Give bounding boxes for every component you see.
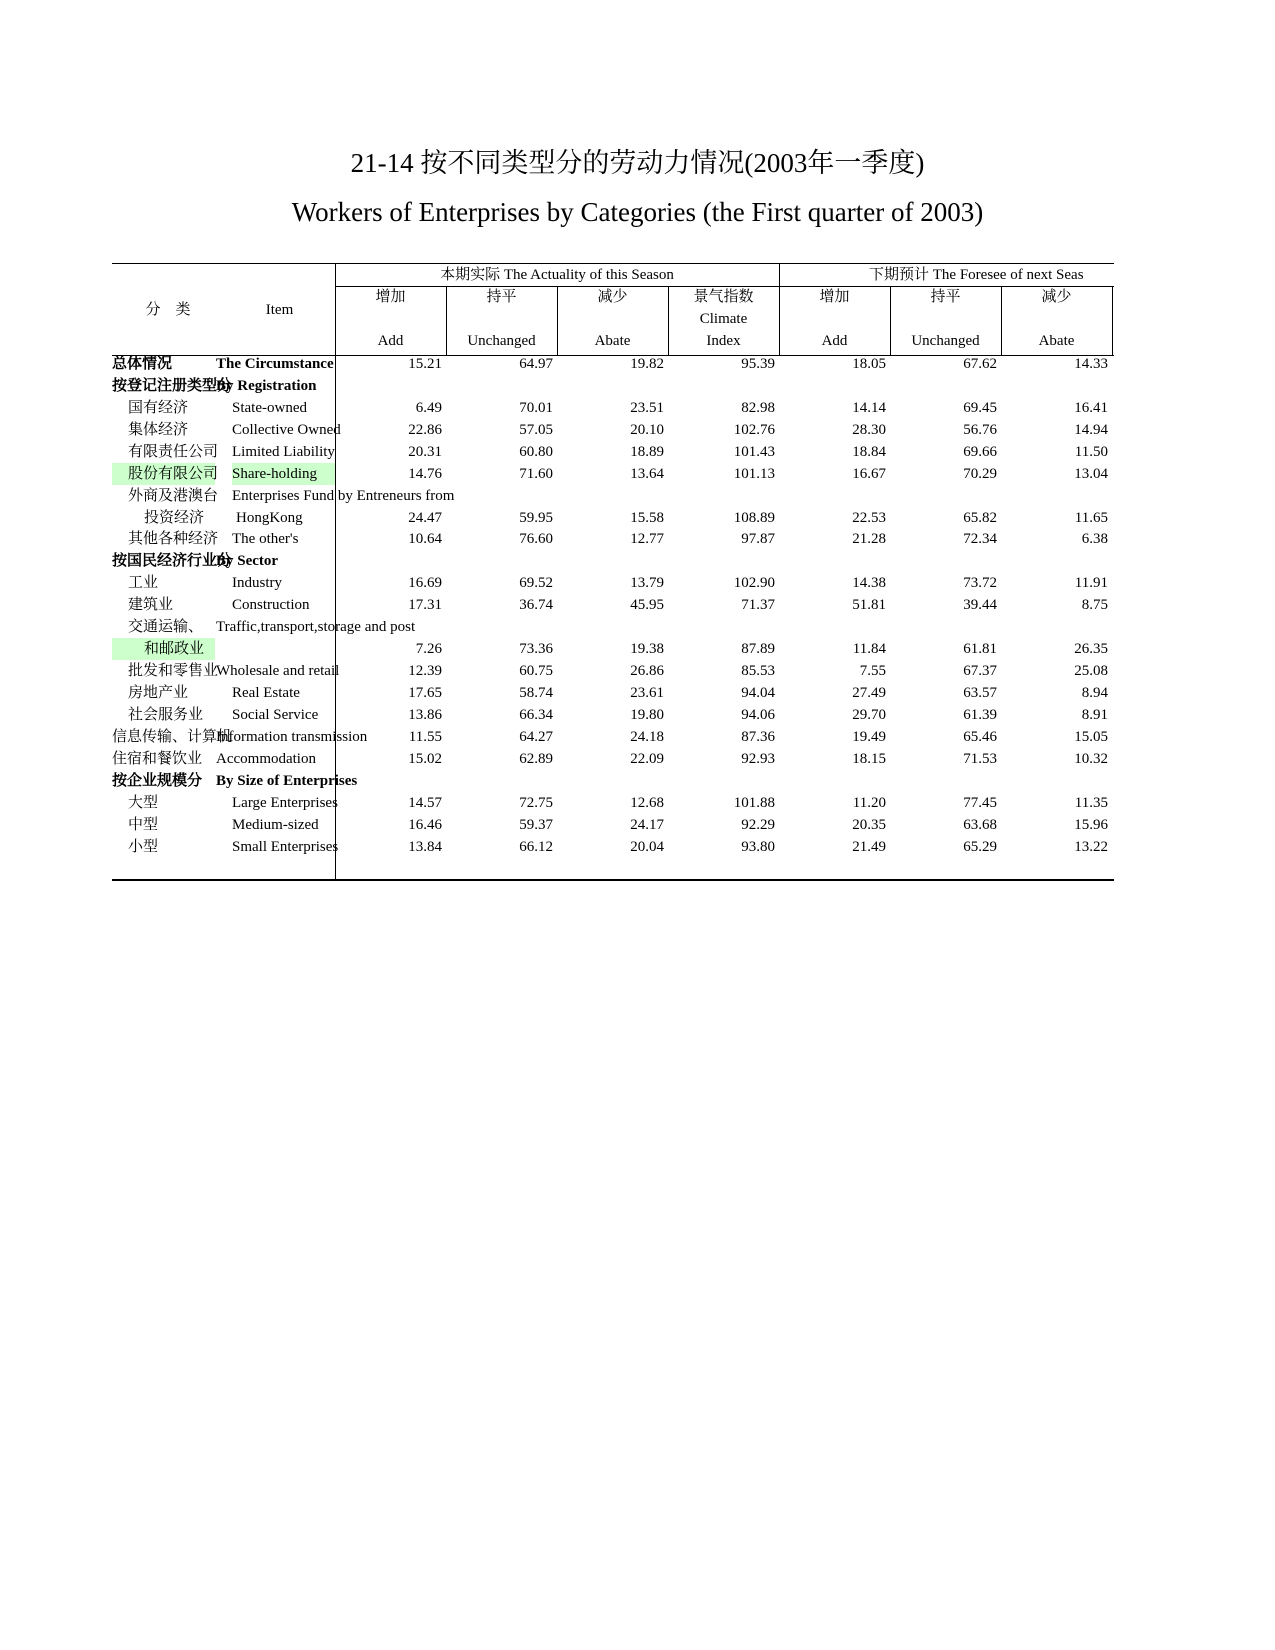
value-cell: 71.37 bbox=[741, 597, 775, 613]
row-label-cn: 小型 bbox=[128, 839, 159, 855]
value-cell: 14.38 bbox=[852, 575, 886, 591]
value-cell: 82.98 bbox=[741, 400, 775, 416]
row-label-cn: 投资经济 bbox=[144, 510, 205, 526]
section-heading-row bbox=[112, 375, 1114, 397]
value-cell: 12.77 bbox=[630, 531, 664, 547]
table-row bbox=[112, 748, 1114, 770]
value-cell: 64.97 bbox=[519, 356, 553, 372]
value-cell: 16.46 bbox=[408, 817, 442, 833]
value-cell: 66.34 bbox=[519, 707, 553, 723]
value-cell: 12.39 bbox=[408, 663, 442, 679]
value-cell: 27.49 bbox=[852, 685, 886, 701]
row-label-cn: 按国民经济行业分 bbox=[112, 553, 233, 569]
value-cell: 36.74 bbox=[519, 597, 553, 613]
value-cell: 18.89 bbox=[630, 444, 664, 460]
row-label-en: Medium-sized bbox=[232, 817, 319, 833]
value-cell: 58.74 bbox=[519, 685, 553, 701]
column-header-en: Add bbox=[821, 333, 848, 349]
column-header-en: Climate bbox=[699, 311, 748, 327]
row-label-en: Limited Liability bbox=[232, 444, 335, 460]
value-cell: 45.95 bbox=[630, 597, 664, 613]
row-label-en: Social Service bbox=[232, 707, 319, 723]
value-cell: 15.96 bbox=[1074, 817, 1108, 833]
table-row bbox=[112, 572, 1114, 594]
table-row bbox=[112, 353, 1114, 375]
row-label-en: Traffic,transport,storage and post bbox=[216, 619, 416, 635]
column-header-en: Abate bbox=[594, 333, 631, 349]
value-cell: 24.18 bbox=[630, 729, 664, 745]
value-cell: 51.81 bbox=[852, 597, 886, 613]
value-cell: 22.09 bbox=[630, 751, 664, 767]
section-heading-row bbox=[112, 550, 1114, 572]
value-cell: 93.80 bbox=[741, 839, 775, 855]
section-heading-row bbox=[112, 770, 1114, 792]
labor-table bbox=[112, 263, 1114, 882]
page-title-chinese: 21-14 按不同类型分的劳动力情况(2003年一季度) bbox=[350, 148, 925, 178]
value-cell: 11.20 bbox=[852, 795, 886, 811]
table-row bbox=[112, 726, 1114, 748]
value-cell: 61.81 bbox=[963, 641, 997, 657]
section-heading-row bbox=[112, 616, 1114, 638]
value-cell: 13.79 bbox=[630, 575, 664, 591]
header-category-cn: 分 类 bbox=[145, 302, 191, 318]
value-cell: 15.02 bbox=[408, 751, 442, 767]
value-cell: 101.88 bbox=[733, 795, 775, 811]
row-label-cn: 和邮政业 bbox=[112, 638, 215, 660]
table-row bbox=[112, 638, 1114, 660]
value-cell: 69.66 bbox=[963, 444, 997, 460]
value-cell: 24.47 bbox=[408, 510, 442, 526]
table-row bbox=[112, 463, 1114, 485]
column-header-cn: 景气指数 bbox=[693, 289, 754, 305]
value-cell: 8.75 bbox=[1081, 597, 1108, 613]
table-row bbox=[112, 792, 1114, 814]
value-cell: 29.70 bbox=[852, 707, 886, 723]
row-label-cn: 股份有限公司 bbox=[112, 463, 215, 485]
row-label-cn: 房地产业 bbox=[128, 685, 189, 701]
value-cell: 11.50 bbox=[1074, 444, 1108, 460]
value-cell: 94.04 bbox=[741, 685, 775, 701]
row-label-cn: 住宿和餐饮业 bbox=[112, 751, 203, 767]
table-row bbox=[112, 836, 1114, 858]
column-header-cn: 增加 bbox=[375, 289, 406, 305]
value-cell: 19.49 bbox=[852, 729, 886, 745]
value-cell: 60.80 bbox=[519, 444, 553, 460]
value-cell: 23.51 bbox=[630, 400, 664, 416]
value-cell: 72.75 bbox=[519, 795, 553, 811]
column-header-cn: 持平 bbox=[486, 289, 517, 305]
value-cell: 87.89 bbox=[741, 641, 775, 657]
value-cell: 21.49 bbox=[852, 839, 886, 855]
row-label-en: By Registration bbox=[216, 378, 317, 394]
value-cell: 70.29 bbox=[963, 466, 997, 482]
value-cell: 15.58 bbox=[630, 510, 664, 526]
value-cell: 20.31 bbox=[408, 444, 442, 460]
value-cell: 20.10 bbox=[630, 422, 664, 438]
value-cell: 64.27 bbox=[519, 729, 553, 745]
value-cell: 8.91 bbox=[1081, 707, 1108, 723]
row-label-en: Wholesale and retail bbox=[216, 663, 340, 679]
row-label-en: HongKong bbox=[236, 510, 303, 526]
value-cell: 6.49 bbox=[415, 400, 442, 416]
row-label-cn: 批发和零售业 bbox=[128, 663, 219, 679]
value-cell: 73.36 bbox=[519, 641, 553, 657]
row-label-en: Accommodation bbox=[216, 751, 316, 767]
value-cell: 20.35 bbox=[852, 817, 886, 833]
value-cell: 59.95 bbox=[519, 510, 553, 526]
value-cell: 7.26 bbox=[415, 641, 442, 657]
row-label-cn: 国有经济 bbox=[128, 400, 189, 416]
value-cell: 97.87 bbox=[741, 531, 775, 547]
column-header-en: Index bbox=[706, 333, 741, 349]
value-cell: 95.39 bbox=[741, 356, 775, 372]
row-label-cn: 集体经济 bbox=[128, 422, 189, 438]
table-row bbox=[112, 397, 1114, 419]
row-label-en: Information transmission bbox=[216, 729, 368, 745]
value-cell: 8.94 bbox=[1081, 685, 1108, 701]
value-cell: 65.46 bbox=[963, 729, 997, 745]
value-cell: 19.80 bbox=[630, 707, 664, 723]
header-group-actual: 本期实际 The Actuality of this Season bbox=[440, 267, 674, 283]
value-cell: 14.33 bbox=[1074, 356, 1108, 372]
value-cell: 16.69 bbox=[408, 575, 442, 591]
value-cell: 73.72 bbox=[963, 575, 997, 591]
value-cell: 101.43 bbox=[733, 444, 775, 460]
value-cell: 14.14 bbox=[852, 400, 886, 416]
value-cell: 14.57 bbox=[408, 795, 442, 811]
column-header-en: Abate bbox=[1038, 333, 1075, 349]
value-cell: 69.45 bbox=[963, 400, 997, 416]
table-row bbox=[112, 682, 1114, 704]
value-cell: 61.39 bbox=[963, 707, 997, 723]
value-cell: 6.38 bbox=[1081, 531, 1108, 547]
column-header-cn: 减少 bbox=[597, 289, 628, 305]
table-row bbox=[112, 594, 1114, 616]
row-label-cn: 外商及港澳台 bbox=[128, 488, 219, 504]
column-header-cn: 增加 bbox=[819, 289, 850, 305]
value-cell: 102.90 bbox=[733, 575, 775, 591]
value-cell: 62.89 bbox=[519, 751, 553, 767]
value-cell: 94.06 bbox=[741, 707, 775, 723]
row-label-en: The Circumstance bbox=[216, 356, 334, 372]
value-cell: 57.05 bbox=[519, 422, 553, 438]
value-cell: 92.93 bbox=[741, 751, 775, 767]
row-label-en: Real Estate bbox=[232, 685, 300, 701]
value-cell: 11.91 bbox=[1074, 575, 1108, 591]
value-cell: 71.53 bbox=[963, 751, 997, 767]
row-label-en: Enterprises Fund by Entreneurs from bbox=[232, 488, 455, 504]
value-cell: 16.67 bbox=[852, 466, 886, 482]
table-row bbox=[112, 528, 1114, 550]
value-cell: 76.60 bbox=[519, 531, 553, 547]
value-cell: 24.17 bbox=[630, 817, 664, 833]
value-cell: 18.84 bbox=[852, 444, 886, 460]
value-cell: 71.60 bbox=[519, 466, 553, 482]
row-label-cn: 社会服务业 bbox=[128, 707, 204, 723]
value-cell: 10.64 bbox=[408, 531, 442, 547]
column-header-en: Unchanged bbox=[467, 333, 536, 349]
value-cell: 67.37 bbox=[963, 663, 997, 679]
value-cell: 12.68 bbox=[630, 795, 664, 811]
value-cell: 26.35 bbox=[1074, 641, 1108, 657]
value-cell: 108.89 bbox=[733, 510, 775, 526]
table-bottom-rule bbox=[112, 879, 1114, 881]
table-row bbox=[112, 704, 1114, 726]
row-label-cn: 中型 bbox=[128, 817, 159, 833]
value-cell: 23.61 bbox=[630, 685, 664, 701]
column-header-en: Unchanged bbox=[911, 333, 980, 349]
table-row bbox=[112, 660, 1114, 682]
row-label-cn: 有限责任公司 bbox=[128, 444, 219, 460]
value-cell: 65.29 bbox=[963, 839, 997, 855]
value-cell: 63.57 bbox=[963, 685, 997, 701]
header-item-en: Item bbox=[265, 302, 294, 318]
value-cell: 13.64 bbox=[630, 466, 664, 482]
row-label-en: Share-holding bbox=[232, 463, 335, 485]
value-cell: 16.41 bbox=[1074, 400, 1108, 416]
value-cell: 11.35 bbox=[1074, 795, 1108, 811]
value-cell: 7.55 bbox=[859, 663, 886, 679]
table-row bbox=[112, 814, 1114, 836]
value-cell: 22.53 bbox=[852, 510, 886, 526]
value-cell: 11.84 bbox=[852, 641, 886, 657]
section-heading-row bbox=[112, 485, 1114, 507]
value-cell: 13.04 bbox=[1074, 466, 1108, 482]
value-cell: 65.82 bbox=[963, 510, 997, 526]
value-cell: 63.68 bbox=[963, 817, 997, 833]
value-cell: 39.44 bbox=[963, 597, 997, 613]
row-label-cn: 大型 bbox=[128, 795, 159, 811]
row-label-en: The other's bbox=[232, 531, 299, 547]
row-label-cn: 总体情况 bbox=[112, 356, 173, 372]
column-divider bbox=[1112, 286, 1113, 355]
value-cell: 66.12 bbox=[519, 839, 553, 855]
row-label-cn: 工业 bbox=[128, 575, 159, 591]
column-header-cn: 持平 bbox=[930, 289, 961, 305]
value-cell: 13.86 bbox=[408, 707, 442, 723]
table-row bbox=[112, 441, 1114, 463]
value-cell: 10.32 bbox=[1074, 751, 1108, 767]
value-cell: 60.75 bbox=[519, 663, 553, 679]
value-cell: 11.55 bbox=[408, 729, 442, 745]
value-cell: 67.62 bbox=[963, 356, 997, 372]
value-cell: 72.34 bbox=[963, 531, 997, 547]
value-cell: 20.04 bbox=[630, 839, 664, 855]
table-row bbox=[112, 507, 1114, 529]
row-label-en: Small Enterprises bbox=[232, 839, 339, 855]
value-cell: 13.22 bbox=[1074, 839, 1108, 855]
row-label-en: Large Enterprises bbox=[232, 795, 338, 811]
value-cell: 56.76 bbox=[963, 422, 997, 438]
row-label-en: By Size of Enterprises bbox=[216, 773, 358, 789]
value-cell: 19.38 bbox=[630, 641, 664, 657]
row-label-en: State-owned bbox=[232, 400, 307, 416]
row-label-en: By Sector bbox=[216, 553, 279, 569]
row-label-en: Collective Owned bbox=[232, 422, 341, 438]
row-label-cn: 交通运输、 bbox=[128, 619, 204, 635]
value-cell: 85.53 bbox=[741, 663, 775, 679]
row-label-cn: 按企业规模分 bbox=[112, 773, 203, 789]
value-cell: 59.37 bbox=[519, 817, 553, 833]
row-label-en: Construction bbox=[232, 597, 310, 613]
column-header-en: Add bbox=[377, 333, 404, 349]
page-title-english: Workers of Enterprises by Categories (the First quarter of 2003) bbox=[291, 197, 984, 227]
value-cell: 22.86 bbox=[408, 422, 442, 438]
table-row bbox=[112, 419, 1114, 441]
column-header-cn: 减少 bbox=[1041, 289, 1072, 305]
row-label-cn: 按登记注册类型分 bbox=[112, 378, 233, 394]
value-cell: 70.01 bbox=[519, 400, 553, 416]
value-cell: 101.13 bbox=[733, 466, 775, 482]
value-cell: 15.21 bbox=[408, 356, 442, 372]
value-cell: 28.30 bbox=[852, 422, 886, 438]
value-cell: 18.05 bbox=[852, 356, 886, 372]
value-cell: 19.82 bbox=[630, 356, 664, 372]
row-label-cn: 信息传输、计算机 bbox=[112, 729, 233, 745]
value-cell: 102.76 bbox=[733, 422, 775, 438]
row-label-cn: 其他各种经济 bbox=[128, 531, 219, 547]
value-cell: 87.36 bbox=[741, 729, 775, 745]
row-label-cn: 建筑业 bbox=[128, 597, 174, 613]
value-cell: 21.28 bbox=[852, 531, 886, 547]
value-cell: 15.05 bbox=[1074, 729, 1108, 745]
value-cell: 14.94 bbox=[1074, 422, 1108, 438]
value-cell: 14.76 bbox=[408, 466, 442, 482]
value-cell: 25.08 bbox=[1074, 663, 1108, 679]
value-cell: 18.15 bbox=[852, 751, 886, 767]
value-cell: 77.45 bbox=[963, 795, 997, 811]
value-cell: 69.52 bbox=[519, 575, 553, 591]
value-cell: 17.65 bbox=[408, 685, 442, 701]
value-cell: 11.65 bbox=[1074, 510, 1108, 526]
value-cell: 92.29 bbox=[741, 817, 775, 833]
header-group-foresee: 下期预计 The Foresee of next Seas bbox=[869, 267, 1084, 283]
value-cell: 13.84 bbox=[408, 839, 442, 855]
row-label-en: Industry bbox=[232, 575, 282, 591]
value-cell: 26.86 bbox=[630, 663, 664, 679]
value-cell: 17.31 bbox=[408, 597, 442, 613]
